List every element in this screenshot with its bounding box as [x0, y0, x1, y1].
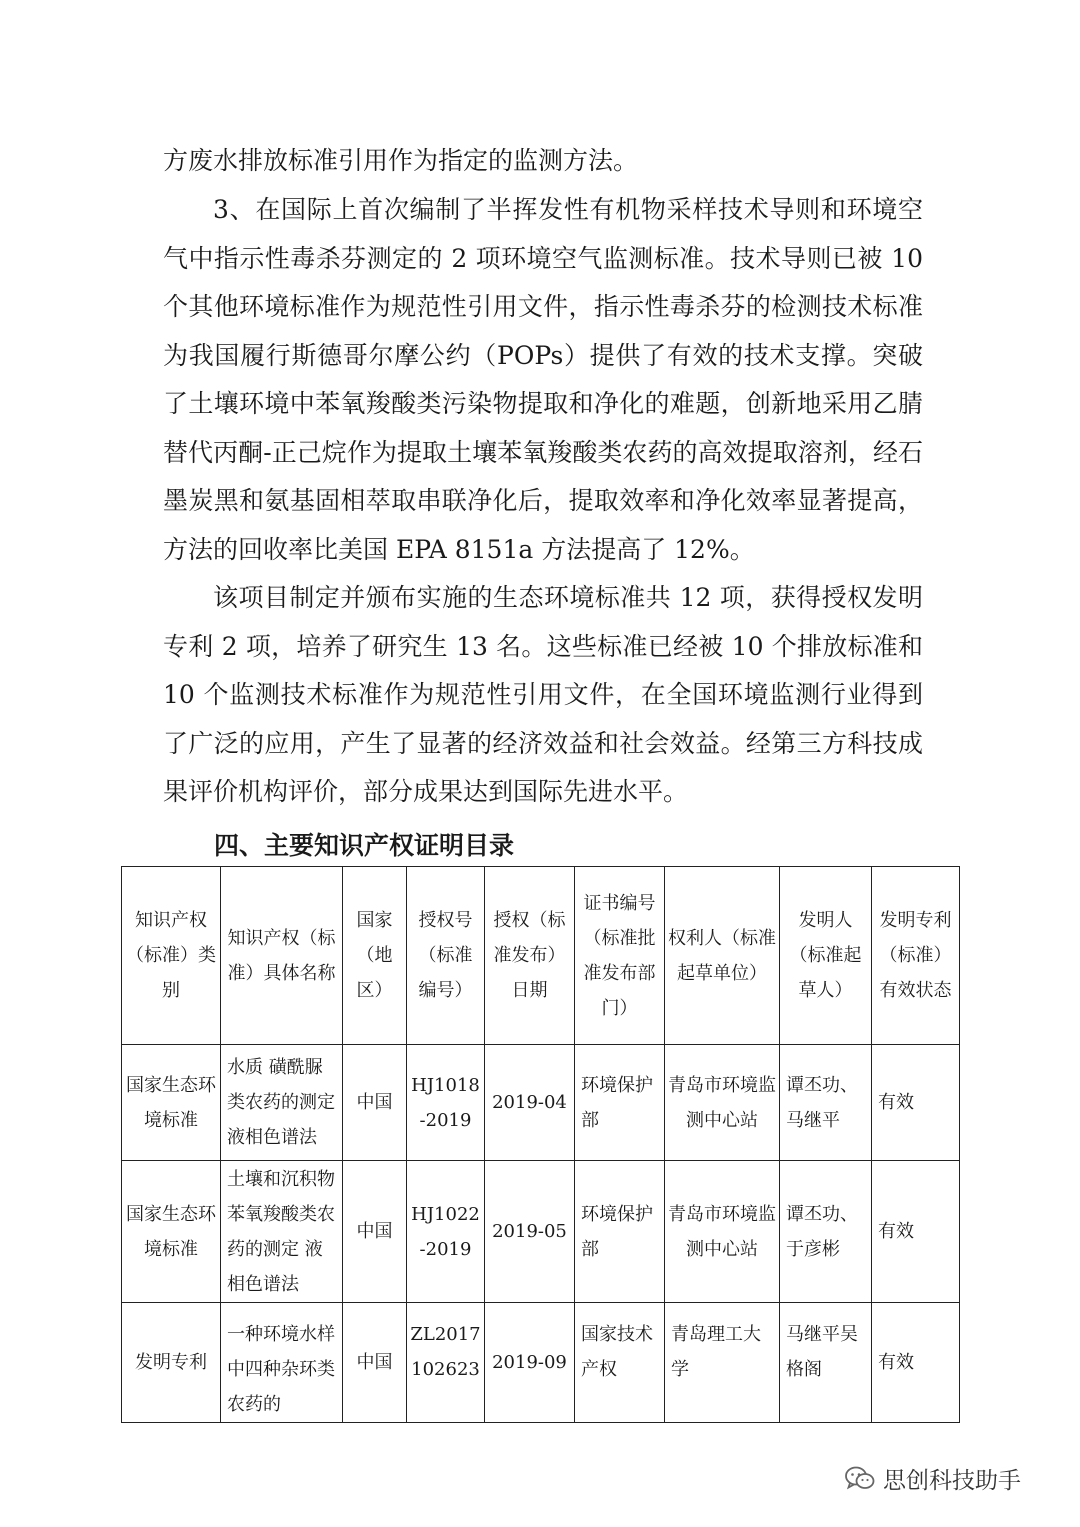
table-cell: 马继平吴格阁 [780, 1303, 872, 1423]
table-row [122, 1161, 960, 1303]
paragraph-2: 3、在国际上首次编制了半挥发性有机物采样技术导则和环境空气中指示性毒杀芬测定的 2 项环境空气监测标准。技术导则已被 10 个其他环境标准作为规范性引用文件，指示性毒杀芬的检测技术标准为我国履行斯德哥尔摩公约（POPs）提供了有效的技术支撑。突破了土壤环境中苯氧羧酸类污染物提取和净化的难题，创新地采用乙腈替代丙酮-正己烷作为提取土壤苯氧羧酸类农药的高效提取溶剂，经石墨炭黑和氨基固相萃取串联净化后，提取效率和净化效率显著提高，方法的回收率比美国 EPA 8151a 方法提高了 12%。 [163, 195, 923, 564]
table-cell: 青岛市环境监测中心站 [665, 1045, 780, 1161]
table-cell: 环境保护部 [575, 1045, 665, 1161]
table-cell: 一种环境水样中四种杂环类农药的 [221, 1303, 343, 1423]
header-cell: 发明专利（标准）有效状态 [872, 867, 960, 1045]
table-cell: 发明专利 [122, 1303, 221, 1423]
ip-table [121, 866, 960, 1423]
wechat-icon [845, 1466, 875, 1492]
table-cell: 2019-05 [485, 1161, 575, 1303]
paragraph-1: 方废水排放标准引用作为指定的监测方法。 [163, 146, 639, 175]
header-cell: 知识产权（标准）具体名称 [221, 867, 343, 1045]
table-cell: 中国 [343, 1161, 407, 1303]
table-cell: 青岛理工大学 [665, 1303, 780, 1423]
table-cell: 国家生态环境标准 [122, 1161, 221, 1303]
header-cell: 授权号（标准编号） [407, 867, 485, 1045]
table-cell: 水质 磺酰脲类农药的测定 液相色谱法 [221, 1045, 343, 1161]
table-row [122, 1303, 960, 1423]
section-heading: 四、主要知识产权证明目录 [214, 831, 515, 860]
header-cell: 授权（标准发布）日期 [485, 867, 575, 1045]
watermark-text: 思创科技助手 [883, 1468, 1021, 1494]
table-cell: 土壤和沉积物 苯氧羧酸类农药的测定 液相色谱法 [221, 1161, 343, 1303]
table-cell: 青岛市环境监测中心站 [665, 1161, 780, 1303]
header-cell: 权利人（标准起草单位） [665, 867, 780, 1045]
table-row [122, 1045, 960, 1161]
table-cell: 谭丕功、马继平 [780, 1045, 872, 1161]
table-cell: HJ1018-2019 [407, 1045, 485, 1161]
header-cell: 知识产权（标准）类别 [122, 867, 221, 1045]
table-cell: 有效 [872, 1045, 960, 1161]
table-cell: 中国 [343, 1303, 407, 1423]
paragraph-3: 该项目制定并颁布实施的生态环境标准共 12 项，获得授权发明专利 2 项，培养了研究生 13 名。这些标准已经被 10 个排放标准和 10 个监测技术标准作为规范性引用文件，在全国环境监测行业得到了广泛的应用，产生了显著的经济效益和社会效益。经第三方科技成果评价机构评价，部分成果达到国际先进水平。 [163, 583, 923, 806]
header-cell: 证书编号（标准批准发布部门） [575, 867, 665, 1045]
table-cell: 环境保护部 [575, 1161, 665, 1303]
table-cell: 有效 [872, 1161, 960, 1303]
table-cell: 2019-04 [485, 1045, 575, 1161]
header-cell: 发明人（标准起草人） [780, 867, 872, 1045]
table-header-row [122, 867, 960, 1045]
table-cell: HJ1022-2019 [407, 1161, 485, 1303]
table-cell: 有效 [872, 1303, 960, 1423]
header-cell: 国家（地区） [343, 867, 407, 1045]
table-cell: 国家生态环境标准 [122, 1045, 221, 1161]
table-cell: ZL2017102623 [407, 1303, 485, 1423]
table-cell: 中国 [343, 1045, 407, 1161]
table-cell: 国家技术产权 [575, 1303, 665, 1423]
table-cell: 2019-09 [485, 1303, 575, 1423]
watermark [845, 1462, 1021, 1495]
table-cell: 谭丕功、于彦彬 [780, 1161, 872, 1303]
